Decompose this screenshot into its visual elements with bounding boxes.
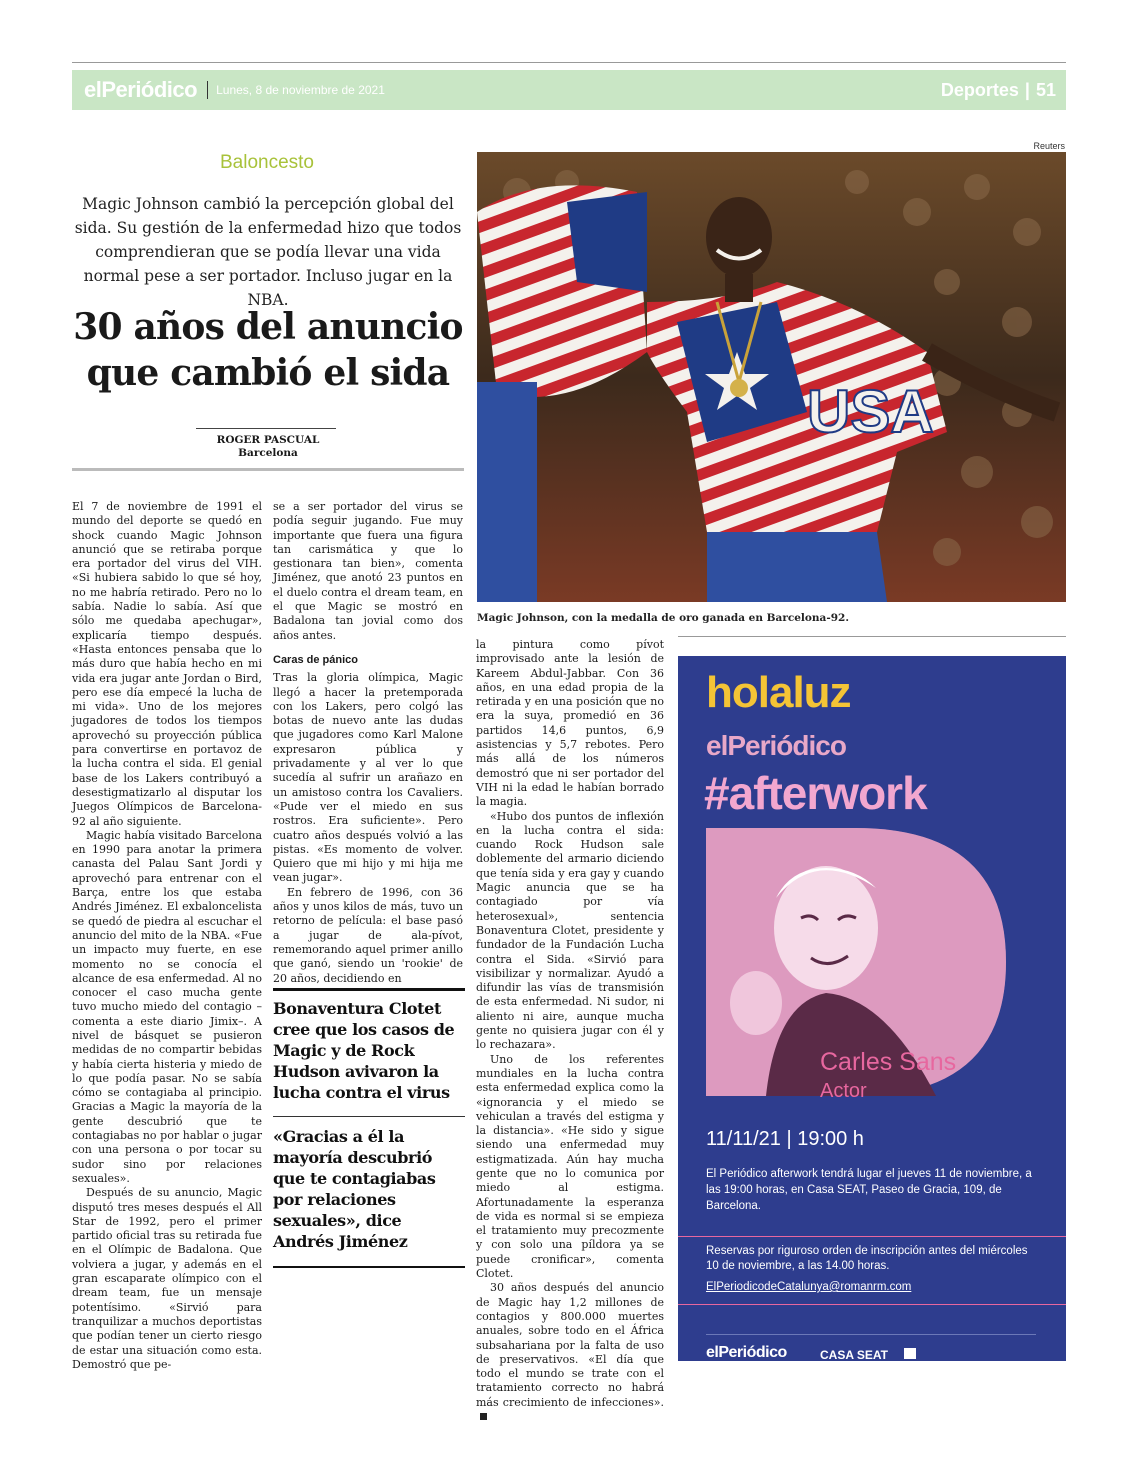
article-column-2 (273, 500, 463, 986)
issue-date: Lunes, 8 de noviembre de 2021 (216, 83, 385, 97)
header-divider (207, 81, 208, 99)
article-headline: 30 años del anuncio que cambió el sida (73, 306, 463, 394)
paragraph: Uno de los referentes mundiales en la lucha contra esta enfermedad explica como la «ignorancia y el miedo se vehiculan a través del estigma y la distancia». «He sido y sigue siendo una enfermedad muy estigmatizada. Aún hay mucha gente que no lo comunica por miedo al estigma. Afortunadamente la esperanza de vida es normal si se empieza el tratamiento muy precozmente y con solo una píldora ya se puede cronificar», comenta Clotet. (476, 1052, 664, 1281)
paragraph: Tras la gloria olímpica, Magic llegó a hacer la pretemporada con los Lakers, pero colgó las botas de nuevo ante las dudas que jugadores como Karl Malone expresaron pública y privadamente y al ver lo que sucedía al sufrir un arañazo en un amistoso contra los Cavaliers. «Pude ver el miedo en sus rostros. Era suficiente». Pero cuatro años después volvió a las pistas. «Es momento de volver. Quiero que mi hijo y mi hija me vean jugar». (273, 671, 463, 885)
ad-divider (678, 1236, 1066, 1237)
end-of-article-icon (480, 1413, 487, 1420)
paragraph: Después de su anuncio, Magic disputó tres meses después el All Star de 1992, pero el primer partido oficial tras su retirada fue en el Olímpic de Badalona. Que volviera a jugar, y además en el gran escaparate olímpico con el dream team, fue un mensaje potentísimo. «Sirvió para tranquilizar a muchos deportistas que podían tener un cierto riesgo de estar una situación como esta. Demostró que pe- (72, 1186, 262, 1371)
pull-quote-rule-bottom (273, 1266, 465, 1268)
footer-tagline: Entender + (746, 1362, 786, 1371)
top-rule (72, 62, 1066, 63)
caption-rule (678, 636, 1066, 637)
seat-icon (904, 1348, 916, 1359)
page-header (72, 70, 1066, 110)
ad-divider (678, 1304, 1066, 1305)
page-number: 51 (1035, 79, 1056, 100)
afterwork-hashtag: #afterwork (704, 767, 927, 819)
photo-credit: Reuters (1033, 141, 1065, 151)
section-and-page (941, 80, 1056, 101)
sponsor-logo: CASA SEAT (820, 1348, 889, 1362)
section-label: Baloncesto (219, 152, 314, 173)
event-info: El Periódico afterwork tendrá lugar el jueves 11 de noviembre, a las 19:00 horas, en Casa SEAT, Paseo de Gracia, 109, de Barcelona. (706, 1168, 1032, 1212)
pull-quote-rule (273, 988, 465, 991)
paragraph: En febrero de 1996, con 36 años y unos kilos de más, tuvo un retorno de película: el base pasó a jugar de ala-pívot, rememorando aquel primer anillo que ganó, siendo un 'rookie' de 20 años, decidiendo en (273, 885, 463, 985)
guest-name: Carles Sans (820, 1048, 957, 1076)
reservation-note: Reservas por riguroso orden de inscripción antes del miércoles 10 de noviembre, a las 14.00 horas. (706, 1245, 1028, 1272)
guest-role: Actor (820, 1080, 867, 1102)
pull-quote-divider (273, 1116, 465, 1117)
header-bottom-rule (72, 468, 464, 471)
ad-publisher-logo: elPeriódico (706, 730, 846, 761)
afterwork-advertisement[interactable] (678, 656, 1066, 1371)
author-location: Barcelona (238, 447, 298, 459)
paragraph: El 7 de noviembre de 1991 el mundo del deporte se quedó en shock cuando Magic Johnson anunció que se retiraba porque era portador del virus del VIH. «Si hubiera sabido lo que sé hoy, no me habría retirado. Pero no lo sabía. Nadie lo sabía. Así que sólo me quedaba apechugar», explicaría tiempo después. «Hasta entonces pensaba que lo más duro que había hecho en mi vida era jugar ante Jordan o Bird, pero ese día empecé la lucha de mi vida». Uno de los mejores jugadores de todos los tiempos aprovechó su proyección pública para convertirse en portavoz de la lucha contra el sida. El genial base de los Lakers contribuyó a desestigmatizarlo al disputar los Juegos Olímpicos de Barcelona-92 al año siguiente. (72, 500, 262, 828)
paragraph: la pintura como pívot improvisado ante la lesión de Kareem Abdul-Jabbar. Con 36 años, en una edad propia de la retirada y en una posición que no era la suya, promedió en 36 partidos 14,6 puntos, 6,9 asistencias y 5,7 rebotes. Pero más allá de los números demostró que ni ser portador del VIH ni la edad le habían borrado la magia. (476, 638, 664, 809)
paragraph (476, 1281, 664, 1424)
article-photo (477, 152, 1066, 602)
photo-caption: Magic Johnson, con la medalla de oro ganada en Barcelona-92. (477, 612, 849, 624)
author-name: ROGER PASCUAL (216, 434, 320, 446)
magic-johnson-photo (477, 152, 1066, 602)
ad-footer-rule (706, 1334, 1036, 1335)
last-paragraph-text: 30 años después del anuncio de Magic hay 1,2 millones de contagios y 800.000 muertes anuales, sobre todo en el África subsahariana por la falta de uso de preservativos. «El día que todo el mundo se trate con el tratamiento correcto no habrá más crecimiento de infecciones». (476, 1281, 664, 1409)
pull-quote-jimenez: «Gracias a él la mayoría descubrió que te contagiabas por relaciones sexuales», dice Andrés Jiménez (273, 1127, 436, 1251)
pull-quote-clotet: Bonaventura Clotet cree que los casos de Magic y de Rock Hudson avivaron la lucha contra el virus (273, 999, 455, 1102)
newspaper-logo: elPeriódico (84, 77, 198, 102)
paragraph: «Hubo dos puntos de inflexión en la lucha contra el sida: cuando Rock Hudson sale doblemente del armario diciendo que tenía sida y era gay y cuando Magic anuncia que se ha contagiado por vía heterosexual», sentencia Bonaventura Clotet, presidente y fundador de la Fundación Lucha contra el Sida. «Sirvió para visibilizar y normalizar. Ayudó a difundir las vías de transmisión de esta enfermedad. Ni sudor, ni aliento ni aire, aunque mucha gente no quisiera jugar con él y lo rechazara». (476, 809, 664, 1052)
subheading: Caras de pánico (273, 653, 358, 666)
paragraph: Magic había visitado Barcelona en 1990 para anotar la primera canasta del Palau Sant Jordi y aprovechó para entrenar con el Barça, entre los que estaba Andrés Jiménez. El exbaloncelista se quedó de piedra al escuchar el anuncio del mito de la NBA. «Fue un impacto muy fuerte, en ese momento no se conocía el alcance de esa enfermedad. Al no conocer el caso mucha gente tuvo mucho miedo del contagio –comenta a este diario Jimix–. A nivel de básquet se pusieron medidas de no compartir bebidas y había cierta histeria y miedo de lo que podía pasar. No se sabía cómo se contagiaba al principio. Gracias a Magic la mayoría de la gente descubrió que te contagiabas no por hablar o jugar con una persona o por tocar su sudor sino por relaciones sexuales». (72, 828, 262, 1185)
footer-publisher-logo: elPeriódico (706, 1344, 787, 1361)
article-lede: Magic Johnson cambió la percepción global del sida. Su gestión de la enfermedad hizo que todos comprendieran que se podía llevar una vida normal pese a ser portador. Incluso jugar en la NBA. (74, 195, 462, 309)
event-datetime: 11/11/21 | 19:00 h (706, 1128, 864, 1150)
byline-rule (196, 428, 336, 429)
svg-text:USA: USA (807, 378, 934, 445)
header-pipe: | (1024, 79, 1030, 100)
section-name: Deportes (940, 79, 1019, 100)
byline (72, 434, 464, 460)
paragraph: se a ser portador del virus se podía seguir jugando. Fue muy importante que fuera una figura tan carismática y que lo gestionara tan bien», comenta Jiménez, que anotó 23 puntos en el duelo contra el dream team, en el que Magic se mostró en Badalona tan jovial como dos años antes. (273, 500, 463, 642)
article-column-3 (476, 638, 664, 1424)
reservation-email-link[interactable]: ElPeriodicodeCatalunya@romanrm.com (706, 1281, 912, 1293)
article-column-1 (72, 500, 262, 1372)
holaluz-logo: holaluz (706, 668, 851, 717)
